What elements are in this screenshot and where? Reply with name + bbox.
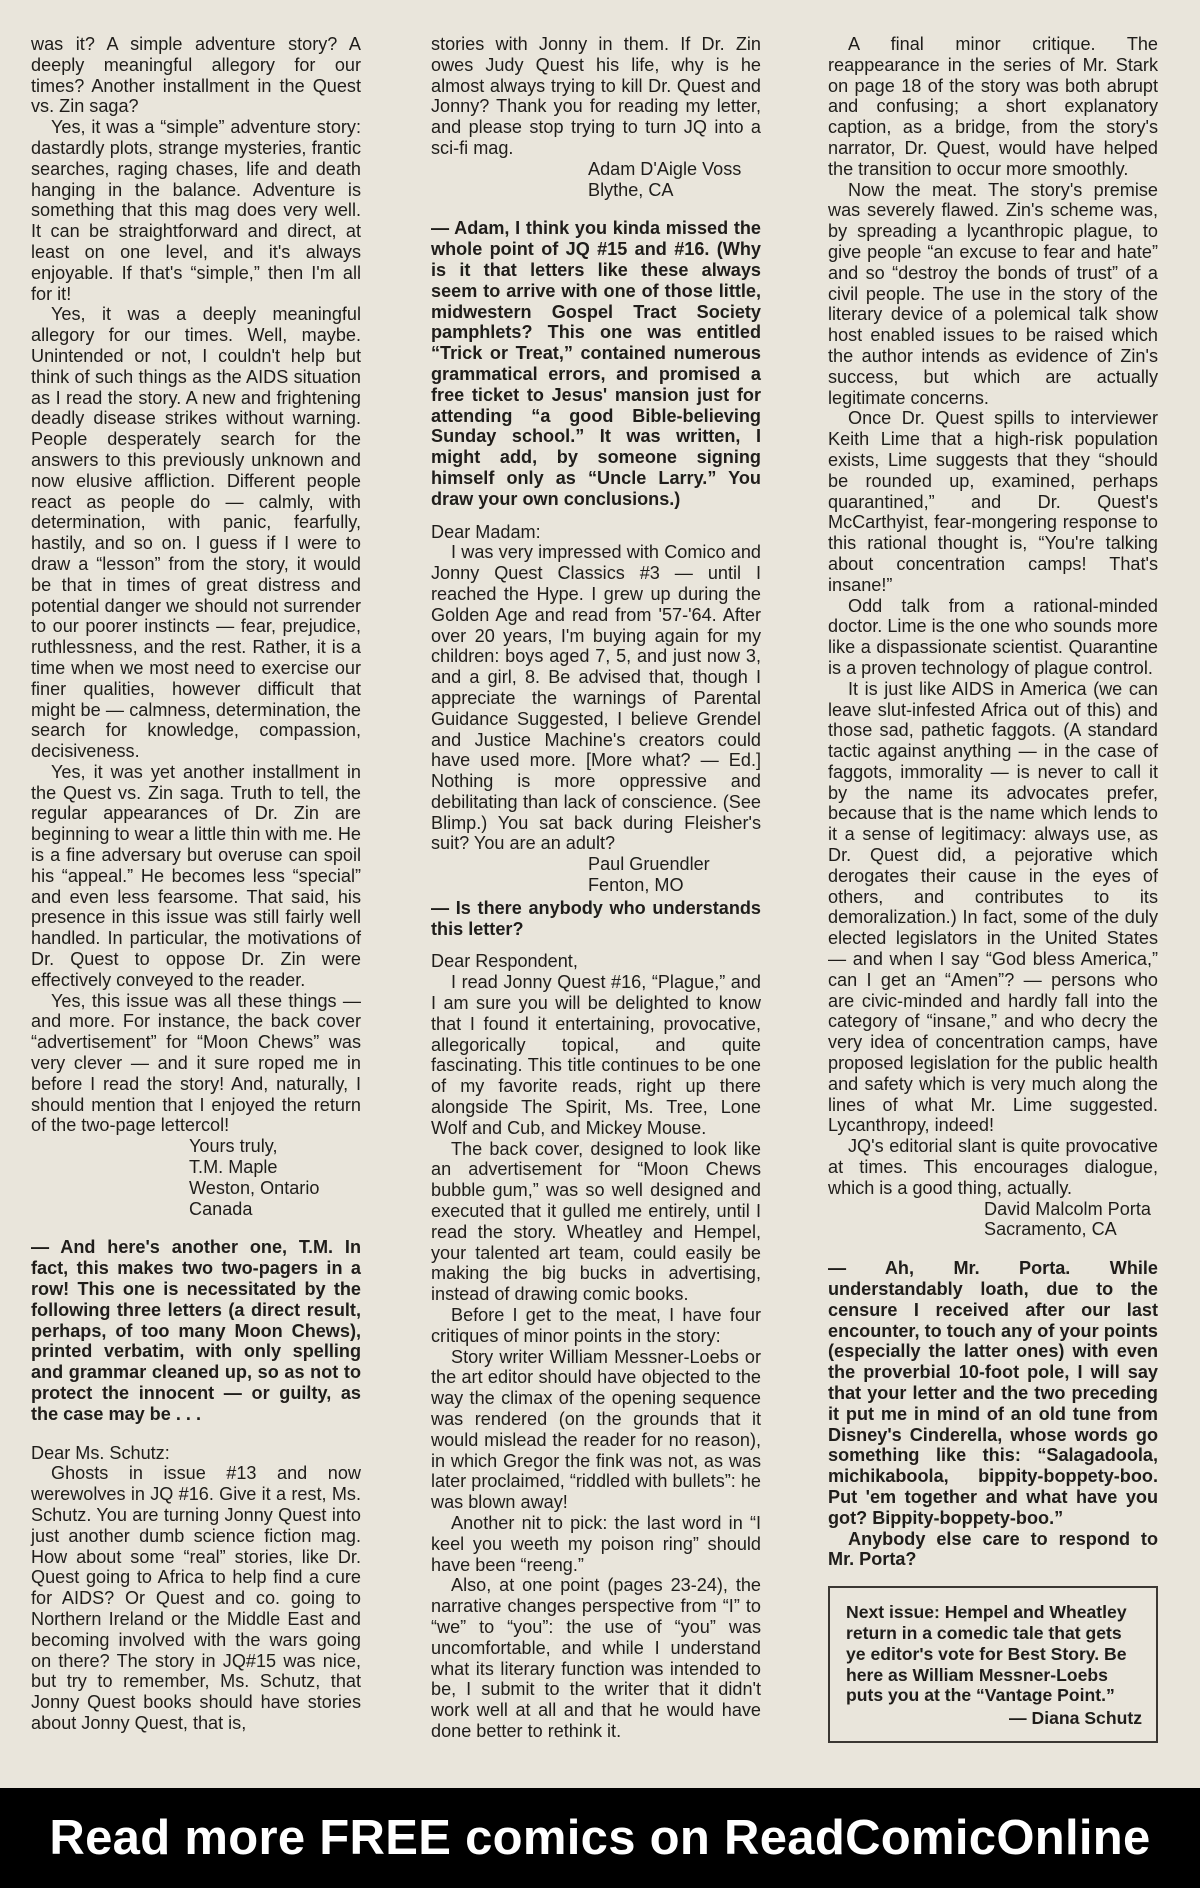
- letter-paragraph: A final minor critique. The reappearance in the series of Mr. Stark on page 18 of the story was both abrupt and confusing; a short explanatory caption, as a bridge, from the story's narrator, Dr. Quest, would have helped the transition to occur more smoothly.: [828, 34, 1158, 179]
- letter-salutation: Dear Ms. Schutz:: [31, 1442, 170, 1463]
- letter-paragraph: The back cover, designed to look like an advertisement for “Moon Chews bubble gum,” was so well designed and executed that it gulled me entirely, until I read the story. Wheatley and Hempel, your talented art team, could easily be making the big bucks in advertising, instead of drawing comic books.: [431, 1138, 761, 1305]
- letter-paragraph: Odd talk from a rational-minded doctor. Lime is the one who sounds more like a dispassionate scientist. Quarantine is a proven technology of plague control.: [828, 595, 1158, 678]
- letter-paragraph: I was very impressed with Comico and Jonny Quest Classics #3 — until I reached the Hype. I grew up during the Golden Age and read from '57-'64. After over 20 years, I'm buying again for my children: boys aged 7, 5, and just now 3, and a girl, 8. Be advised that, though I appreciate the warnings of Parental Guidance Suggested, I believe Grendel and Justice Machine's creators could have used more. [More what? — Ed.] Nothing is more oppressive and debilitating than lack of conscience. (See Blimp.) You sat back during Fleisher's suit? You are an adult?: [431, 542, 761, 854]
- letter-paragraph: was it? A simple adventure story? A deeply meaningful allegory for our times? Another installment in the Quest vs. Zin saga?: [31, 34, 361, 117]
- letter-salutation: Dear Madam:: [431, 521, 541, 542]
- letters-column-3: [828, 34, 1158, 1743]
- letters-column-1: [31, 34, 361, 1734]
- letter-paragraph: Yes, it was yet another installment in the Quest vs. Zin saga. Truth to tell, the regular appearances of Dr. Zin are beginning to wear a little thin with me. He is a fine adversary but overuse can spoil his “appeal.” He becomes less “special” and even less fearsome. That said, his presence in this issue was still fairly well handled. In particular, the motivations of Dr. Quest to oppose Dr. Zin were effectively conveyed to the reader.: [31, 761, 361, 990]
- letter-paragraph: stories with Jonny in them. If Dr. Zin owes Judy Quest his life, why is he almost always trying to kill Dr. Quest and Jonny? Thank you for reading my letter, and please stop trying to turn JQ into a sci-fi mag.: [431, 34, 761, 158]
- letter-paragraph: Ghosts in issue #13 and now werewolves in JQ #16. Give it a rest, Ms. Schutz. You are turning Jonny Quest into just another dumb science fiction mag. How about some “real” stories, like Dr. Quest going to Africa to help find a cure for AIDS? Or Quest and co. going to Northern Ireland or the Middle East and becoming involved with the wars going on there? The story in JQ#15 was nice, but try to remember, Ms. Schutz, that Jonny Quest books should have stories about Jonny Quest, that is,: [31, 1463, 361, 1733]
- letter-salutation: Dear Respondent,: [431, 951, 578, 972]
- editor-signature: — Diana Schutz: [1009, 1708, 1142, 1729]
- editor-reply: — Ah, Mr. Porta. While understandably loath, due to the censure I received after our last encounter, to touch any of your points (especially the latter ones) with even the proverbial 10-foot pole, I will say that your letter and the two preceding it put me in mind of an old tune from Disney's Cinderella, whose words go something like this: “Salagadoola, michikaboola, bippity-boppety-boo. Put 'em together and what have you got? Bippity-boppety-boo.”: [828, 1258, 1158, 1528]
- letter-paragraph: JQ's editorial slant is quite provocative at times. This encourages dialogue, which is a good thing, actually.: [828, 1136, 1158, 1198]
- letter-paragraph: Story writer William Messner-Loebs or the art editor should have objected to the way the climax of the opening sequence was rendered (on the grounds that it would mislead the reader for no reason), in which Gregor the fink was not, as was later proclaimed, “riddled with bullets”: he was blown away!: [431, 1346, 761, 1513]
- editor-reply: — And here's another one, T.M. In fact, this makes two two-pagers in a row! This one is necessitated by the following three letters (a direct result, perhaps, of too many Moon Chews), printed verbatim, with only spelling and grammar cleaned up, so as not to protect the innocent — or guilty, as the case may be . . .: [31, 1237, 361, 1424]
- editor-reply: — Adam, I think you kinda missed the whole point of JQ #15 and #16. (Why is it that letters like these always seem to arrive with one of those little, midwestern Gospel Tract Society pamphlets? This one was entitled “Trick or Treat,” contained numerous grammatical errors, and promised a free ticket to Jesus' mansion just for attending “a good Bible-believing Sunday school.” It was written, I might add, by someone signing himself only as “Uncle Larry.” You draw your own conclusions.): [431, 218, 761, 509]
- letter-paragraph: Another nit to pick: the last word in “I keel you weeth my poison ring” should have been “reeng.”: [431, 1512, 761, 1575]
- letter-paragraph: It is just like AIDS in America (we can leave slut-infested Africa out of this) and those sad, pathetic faggots. (A standard tactic against anything — in the case of faggots, immorality — is never to call it by the name its advocates prefer, because that is the name which lends to it a sense of legitimacy: always use, as Dr. Quest did, a pejorative which derogates their cause in the eyes of others, and contributes to its demoralization.) In fact, some of the duly elected legislators in the United States — and when I say “God bless America,” can I get an “Amen”? — persons who are civic-minded and hardly fall into the category of “insane,” and who decry the very idea of concentration camps, have proposed legislation for the public health and safety which is very much along the lines of what Mr. Lime suggested. Lycanthropy, indeed!: [828, 678, 1158, 1136]
- letter-signature: David Malcolm Porta Sacramento, CA: [984, 1198, 1151, 1240]
- letter-signature: Yours truly, T.M. Maple Weston, Ontario Canada: [189, 1136, 320, 1219]
- letter-paragraph: Now the meat. The story's premise was severely flawed. Zin's scheme was, by spreading a lycanthropic plague, to give people “an excuse to fear and hate” and so “destroy the bonds of trust” of a civil people. The use in the story of the literary device of a polemical talk show host enabled issues to be raised which the author intends as evidence of Zin's success, but which are actually legitimate concerns.: [828, 179, 1158, 408]
- letter-paragraph: Also, at one point (pages 23-24), the narrative changes perspective from “I” to “we” to “you”: the use of “you” was uncomfortable, and while I understand what its literary function was intended to be, I submit to the writer that it didn't work well at all and that he would have done better to rethink it.: [431, 1575, 761, 1741]
- letter-paragraph: Once Dr. Quest spills to interviewer Keith Lime that a high-risk population exists, Lime suggests that they “should be rounded up, examined, perhaps quarantined,” and Dr. Quest's McCarthyist, fear-mongering response to this rational thought is, “You're talking about concentration camps! That's insane!”: [828, 408, 1158, 595]
- letter-paragraph: I read Jonny Quest #16, “Plague,” and I am sure you will be delighted to know that I found it entertaining, provocative, allegorically topical, and quite fascinating. This title continues to be one of my favorite reads, right up there alongside The Spirit, Ms. Tree, Lone Wolf and Cub, and Mickey Mouse.: [431, 972, 761, 1138]
- letter-paragraph: Before I get to the meat, I have four critiques of minor points in the story:: [431, 1305, 761, 1346]
- letter-paragraph: Yes, this issue was all these things — and more. For instance, the back cover “advertisement” for “Moon Chews” was very clever — and it sure roped me in before I read the story! And, naturally, I should mention that I enjoyed the return of the two-page lettercol!: [31, 990, 361, 1136]
- letter-paragraph: Yes, it was a deeply meaningful allegory for our times. Well, maybe. Unintended or not, I couldn't help but think of such things as the AIDS situation as I read the story. A new and frightening deadly disease strikes without warning. People desperately search for the answers to this previously unknown and now elusive affliction. Different people react as people do — calmly, with determination, with panic, fearfully, hastily, and so on. I guess if I were to draw a “lesson” from the story, it would be that in times of great distress and potential danger we should not surrender to our poorer instincts — fear, prejudice, ruthlessness, and the rest. Rather, it is a time when we most need to exercise our finer qualities, however difficult that might be — calmness, determination, the search for knowledge, compassion, decisiveness.: [31, 304, 361, 762]
- editor-reply-tail: Anybody else care to respond to Mr. Porta?: [828, 1528, 1158, 1570]
- letter-signature: Adam D'Aigle Voss Blythe, CA: [588, 158, 742, 200]
- editor-reply: — Is there anybody who understands this letter?: [431, 897, 761, 939]
- next-issue-text: Next issue: Hempel and Wheatley return in a comedic tale that gets ye editor's vote for Best Story. Be here as William Messner-Loebs puts you at the “Vantage Point.”: [846, 1602, 1127, 1706]
- letter-signature: Paul Gruendler Fenton, MO: [588, 854, 710, 896]
- letters-column-2: [431, 34, 761, 1742]
- promo-banner-text[interactable]: Read more FREE comics on ReadComicOnline: [49, 1811, 1151, 1865]
- letter-paragraph: Yes, it was a “simple” adventure story: dastardly plots, strange mysteries, frantic searches, raging chases, life and death hanging in the balance. Adventure is something that this mag does very well. It can be straightforward and direct, at least on one level, and it's always enjoyable. If that's “simple,” then I'm all for it!: [31, 117, 361, 304]
- next-issue-box: [828, 1586, 1158, 1743]
- promo-banner[interactable]: [0, 1788, 1200, 1888]
